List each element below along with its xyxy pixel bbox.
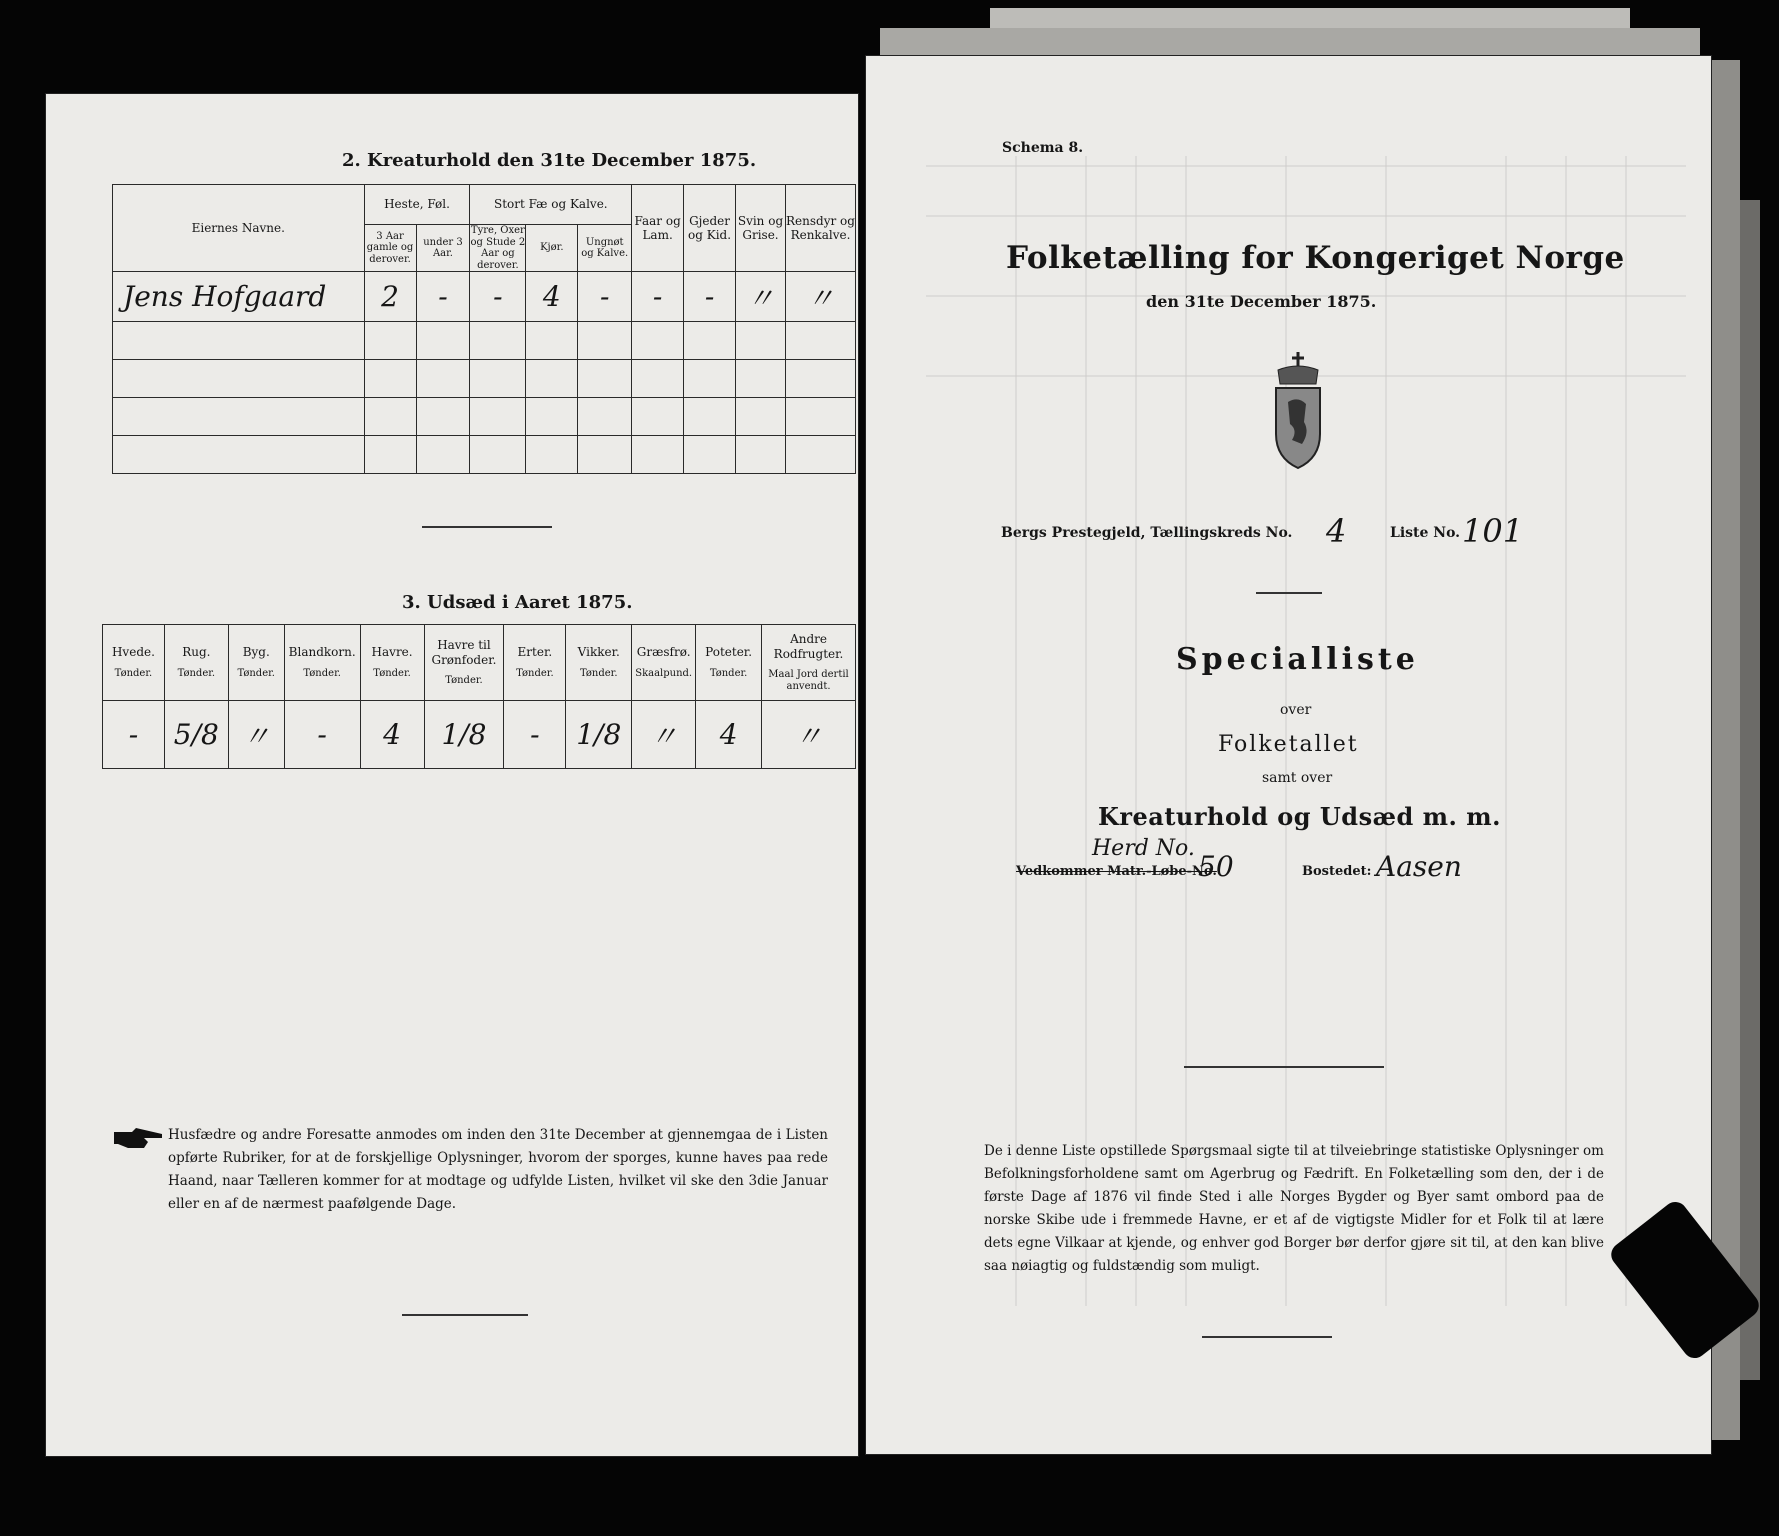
seed-header-unit: Skaalpund. (635, 667, 693, 679)
seed-value-cell: 1/8 (566, 701, 632, 769)
seed-header-unit: Tønder. (709, 667, 748, 679)
bostedet-label: Bostedet: (1302, 864, 1372, 879)
bosted-value: Aasen (1376, 850, 1462, 883)
seed-header-unit: Tønder. (373, 667, 411, 679)
livestock-table (112, 184, 856, 474)
matr-number: 50 (1198, 850, 1234, 883)
seed-header-cell (696, 625, 762, 701)
kreds-number: 4 (1326, 512, 1347, 550)
header-heste: Heste, Føl. (364, 185, 470, 225)
seed-header-cell (566, 625, 632, 701)
seed-value-cell: 1/8 (424, 701, 504, 769)
header-heste-3aar: 3 Aar gamle og derover. (364, 225, 416, 272)
seed-header-name: Erter. (517, 645, 553, 660)
schema-label: Schema 8. (1002, 140, 1084, 156)
seed-header-name: Havre. (371, 645, 413, 660)
seed-value-cell: 〃 (762, 701, 856, 769)
cell-value: 〃 (736, 272, 786, 322)
seed-header-unit: Tønder. (177, 667, 216, 679)
census-title: Folketælling for Kongeriget Norge (1006, 240, 1625, 276)
seed-header-unit: Maal Jord dertil anvendt. (768, 668, 849, 692)
specialliste-heading: Specialliste (1176, 642, 1419, 677)
section2-title: 2. Kreaturhold den 31te December 1875. (342, 150, 757, 171)
cell-value: - (416, 272, 470, 322)
back-sheet (1740, 200, 1760, 1380)
seed-value-cell: - (504, 701, 566, 769)
header-tyre: Tyre, Oxer og Stude 2 Aar og derover. (470, 225, 526, 271)
cell-value: - (632, 272, 684, 322)
census-date: den 31te December 1875. (1146, 292, 1377, 311)
header-heste-under3: under 3 Aar. (416, 225, 470, 272)
coat-of-arms-icon (1268, 352, 1328, 472)
seed-header-unit: Tønder. (516, 667, 554, 679)
seed-header-name: Rug. (182, 645, 211, 660)
header-gjeder: Gjeder og Kid. (684, 185, 736, 272)
cell-value: 2 (364, 272, 416, 322)
cell-value: - (684, 272, 736, 322)
seed-header-unit: Tønder. (114, 667, 153, 679)
seed-header-name: Byg. (242, 645, 270, 660)
seed-header-name: Havre til Grønfoder. (431, 638, 497, 667)
seed-header-name: Andre Rodfrugter. (773, 632, 844, 661)
seed-header-unit: Tønder. (303, 667, 341, 679)
divider-rule (1256, 592, 1322, 594)
notice-text: Husfædre og andre Foresatte anmodes om inden den 31te December at gjennemgaa de i Listen opførte Rubriker, for at de forskjellige Oplysninger, hvorom der sporges, kunne haves paa rede Haand, naar Tælleren kommer for at modtage og udfylde Listen, hvilket vil ske den 3die Januar eller en af de nærmest paafølgende Dage. (168, 1127, 828, 1212)
seed-header-cell (228, 625, 284, 701)
table-row (103, 701, 856, 769)
seed-header-name: Hvede. (111, 645, 155, 660)
seed-header-cell (284, 625, 360, 701)
table-row (113, 360, 856, 398)
seed-header-cell (762, 625, 856, 701)
header-stort-fae: Stort Fæ og Kalve. (470, 185, 632, 225)
folketallet-heading: Folketallet (1218, 732, 1359, 757)
header-faar: Faar og Lam. (632, 185, 684, 272)
header-eiernes-navne: Eiernes Navne. (113, 185, 365, 272)
left-page (46, 94, 858, 1456)
seed-header-cell (424, 625, 504, 701)
intro-paragraph: De i denne Liste opstillede Spørgsmaal sigte til at tilveiebringe statistiske Oplysninger om Befolkningsforholdene samt om Agerbrug og Fædrift. En Folketælling som den, der i de første Dage af 1876 vil finde Sted i alle Norges Bygder og Byer samt ombord paa de norske Skibe ude i fremmede Havne, er et af de vigtigste Midler for et Folk til at lære dets egne Vilkaar at kjende, og enhver god Borger bør derfor gjøre sit til, at den kan blive saa nøiagtig og fuldstændig som muligt. (984, 1143, 1604, 1274)
seed-header-cell (360, 625, 424, 701)
seed-value-cell: - (284, 701, 360, 769)
header-ungnot: Ungnøt og Kalve. (578, 225, 632, 272)
prestegjeld-label: Bergs Prestegjeld, Tællingskreds No. (1001, 525, 1293, 541)
cell-value: 4 (526, 272, 578, 322)
seed-header-unit: Tønder. (237, 667, 275, 679)
handwritten-herd-no: Herd No. (1092, 836, 1195, 861)
liste-label: Liste No. (1390, 525, 1461, 541)
samt-over-text: samt over (1262, 770, 1333, 786)
seed-header-name: Vikker. (577, 645, 620, 660)
seed-value-cell: 5/8 (164, 701, 228, 769)
owner-name: Jens Hofgaard (113, 272, 365, 322)
seed-value-cell: 4 (360, 701, 424, 769)
header-svin: Svin og Grise. (736, 185, 786, 272)
seed-header-name: Poteter. (705, 645, 753, 660)
seed-header-unit: Tønder. (579, 667, 618, 679)
cell-value: 〃 (785, 272, 855, 322)
seed-value-cell: 4 (696, 701, 762, 769)
kreaturhold-heading: Kreaturhold og Udsæd m. m. (1098, 802, 1501, 831)
seed-header-cell (164, 625, 228, 701)
divider-rule (1202, 1336, 1332, 1338)
cell-value: - (578, 272, 632, 322)
seed-table (102, 624, 856, 769)
right-page (866, 56, 1711, 1454)
table-row (113, 436, 856, 474)
liste-number: 101 (1462, 512, 1524, 550)
seed-header-unit: Tønder. (445, 674, 483, 686)
seed-value-cell: 〃 (632, 701, 696, 769)
vedkommer-label: Vedkommer Matr.-Løbe-No. (1016, 864, 1217, 879)
divider-rule (422, 526, 552, 528)
pointing-hand-icon (114, 1128, 164, 1150)
seed-header-cell (632, 625, 696, 701)
over-text: over (1280, 702, 1312, 718)
table-row (113, 322, 856, 360)
divider-rule (1184, 1066, 1384, 1068)
section3-title: 3. Udsæd i Aaret 1875. (402, 592, 633, 613)
seed-value-cell: 〃 (228, 701, 284, 769)
table-row (113, 398, 856, 436)
cell-value: - (470, 272, 526, 322)
seed-header-cell (103, 625, 165, 701)
seed-header-name: Blandkorn. (288, 645, 356, 660)
header-kjor: Kjør. (526, 225, 578, 272)
table-row (113, 272, 856, 322)
divider-rule (402, 1314, 528, 1316)
seed-header-cell (504, 625, 566, 701)
header-rensdyr: Rensdyr og Renkalve. (785, 185, 855, 272)
seed-value-cell: - (103, 701, 165, 769)
seed-header-name: Græsfrø. (636, 645, 691, 660)
